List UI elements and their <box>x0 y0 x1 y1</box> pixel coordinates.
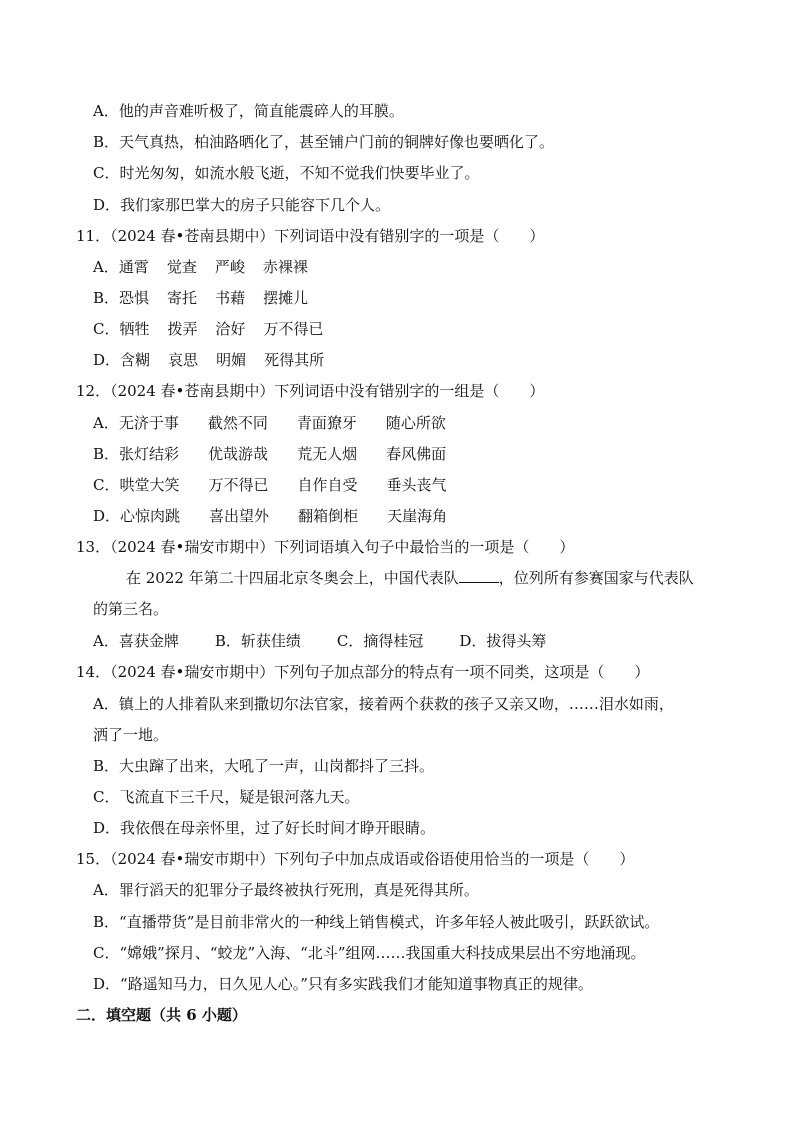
option-label: C． <box>93 476 120 494</box>
option-word: 觉查 <box>166 258 197 276</box>
q13-stem <box>76 537 574 557</box>
q12-close: ） <box>529 382 545 400</box>
section-heading-fill-blank: 二．填空题（共 6 小题） <box>76 1006 247 1024</box>
option-label: B． <box>93 445 120 463</box>
option-word: 含糊 <box>120 351 151 369</box>
q12-stem <box>76 381 544 401</box>
option-label: A． <box>93 414 119 432</box>
option-word: 哀思 <box>168 351 199 369</box>
option-word: 摆摊儿 <box>263 289 309 307</box>
q14-stem-text: 14．（2024 春•瑞安市期中）下列句子加点部分的特点有一项不同类，这项是（ <box>76 663 605 681</box>
q14-option-a-cont: 洒了一地。 <box>93 726 169 744</box>
q11-option-a <box>93 257 308 277</box>
option-word: 天崖海角 <box>387 507 448 525</box>
option-label: B． <box>93 289 120 307</box>
q12-option-b <box>93 444 446 464</box>
q12-option-a <box>93 413 446 433</box>
option-word: 万不得已 <box>263 320 324 338</box>
option-word: 拨弄 <box>167 320 198 338</box>
option-label: D． <box>93 351 121 369</box>
option-label: C． <box>93 320 120 338</box>
q15-option-b: B．“直播带货”是目前非常火的一种线上销售模式，许多年轻人被此吸引，跃跃欲试。 <box>93 913 660 931</box>
option-word: 截然不同 <box>207 414 268 432</box>
option-word: 心惊肉跳 <box>120 507 181 525</box>
option-word: 优哉游哉 <box>208 445 269 463</box>
option-word: 洽好 <box>215 320 246 338</box>
q11-option-c <box>93 319 324 339</box>
option-word: 死得其所 <box>264 351 325 369</box>
q13-options <box>93 631 546 651</box>
q13-option-d: D．拔得头筹 <box>459 632 547 650</box>
q15-stem-text: 15．（2024 春•瑞安市期中）下列句子中加点成语或俗语使用恰当的一项是（ <box>76 850 590 868</box>
option-label: A． <box>93 258 119 276</box>
option-word: 万不得已 <box>208 476 269 494</box>
q13-stem-text: 13．（2024 春•瑞安市期中）下列词语填入句子中最恰当的一项是（ <box>76 538 530 556</box>
q13-option-b: B．斩获佳绩 <box>214 632 301 650</box>
q13-sentence-after: ，位列所有参赛国家与代表队 <box>498 569 694 587</box>
option-word: 通霄 <box>118 258 149 276</box>
option-word: 垂头丧气 <box>386 476 447 494</box>
option-word: 哄堂大笑 <box>119 476 180 494</box>
q13-close: ） <box>559 538 575 556</box>
q15-option-d: D．“路遥知马力，日久见人心。”只有多实践我们才能知道事物真正的规律。 <box>93 975 593 993</box>
option-word: 翻箱倒柜 <box>298 507 359 525</box>
q14-option-d: D．我依偎在母亲怀里，过了好长时间才睁开眼睛。 <box>93 819 436 837</box>
q10-option-d: D．我们家那巴掌大的房子只能容下几个人。 <box>93 196 391 214</box>
q13-option-a: A．喜获金牌 <box>93 632 179 650</box>
q15-option-a: A．罪行滔天的犯罪分子最终被执行死刑，真是死得其所。 <box>93 881 479 899</box>
q15-close: ） <box>619 850 635 868</box>
q12-stem-text: 12．（2024 春•苍南县期中）下列词语中没有错别字的一组是（ <box>76 382 500 400</box>
option-word: 自作自受 <box>297 476 358 494</box>
q14-option-a: A．镇上的人排着队来到撒切尔法官家，接着两个获救的孩子又亲又吻，……泪水如雨， <box>93 695 674 713</box>
q13-sentence <box>126 568 694 588</box>
option-word: 荒无人烟 <box>297 445 358 463</box>
q14-stem <box>76 662 649 682</box>
q10-option-b: B．天气真热，柏油路晒化了，甚至铺户门前的铜牌好像也要晒化了。 <box>93 133 555 151</box>
q11-close: ） <box>529 227 545 245</box>
option-word: 牺牲 <box>119 320 150 338</box>
option-word: 寄托 <box>167 289 198 307</box>
option-word: 张灯结彩 <box>119 445 180 463</box>
option-word: 书藉 <box>215 289 246 307</box>
q11-stem <box>76 226 544 246</box>
q15-option-c: C．“嫦娥”探月、“蛟龙”入海、“北斗”组网……我国重大科技成果层出不穷地涌现。 <box>93 944 646 962</box>
option-word: 严峻 <box>214 258 245 276</box>
q12-option-c <box>93 475 447 495</box>
option-word: 恐惧 <box>119 289 150 307</box>
q12-option-d <box>93 506 447 526</box>
q15-stem <box>76 849 634 869</box>
option-word: 明媚 <box>216 351 247 369</box>
q14-close: ） <box>634 663 650 681</box>
option-word: 春风佛面 <box>386 445 447 463</box>
option-word: 赤裸裸 <box>262 258 308 276</box>
option-word: 喜出望外 <box>209 507 270 525</box>
fill-blank <box>459 568 499 583</box>
q14-option-b: B．大虫蹿了出来，大吼了一声，山岗都抖了三抖。 <box>93 757 435 775</box>
q11-option-b <box>93 288 308 308</box>
option-word: 无济于事 <box>118 414 179 432</box>
option-word: 青面獠牙 <box>296 414 357 432</box>
q10-option-a: A．他的声音难听极了，简直能震碎人的耳膜。 <box>93 102 404 120</box>
option-label: D． <box>93 507 121 525</box>
q13-option-c: C．摘得桂冠 <box>336 632 424 650</box>
q10-option-c: C．时光匆匆，如流水般飞逝，不知不觉我们快要毕业了。 <box>93 164 480 182</box>
option-word: 随心所欲 <box>385 414 446 432</box>
q11-stem-text: 11．（2024 春•苍南县期中）下列词语中没有错别字的一项是（ <box>76 227 500 245</box>
q13-sentence-before: 在 2022 年第二十四届北京冬奥会上，中国代表队 <box>126 569 459 587</box>
q11-option-d <box>93 350 324 370</box>
q13-sentence-cont: 的第三名。 <box>93 600 169 618</box>
q14-option-c: C．飞流直下三千尺，疑是银河落九天。 <box>93 788 360 806</box>
